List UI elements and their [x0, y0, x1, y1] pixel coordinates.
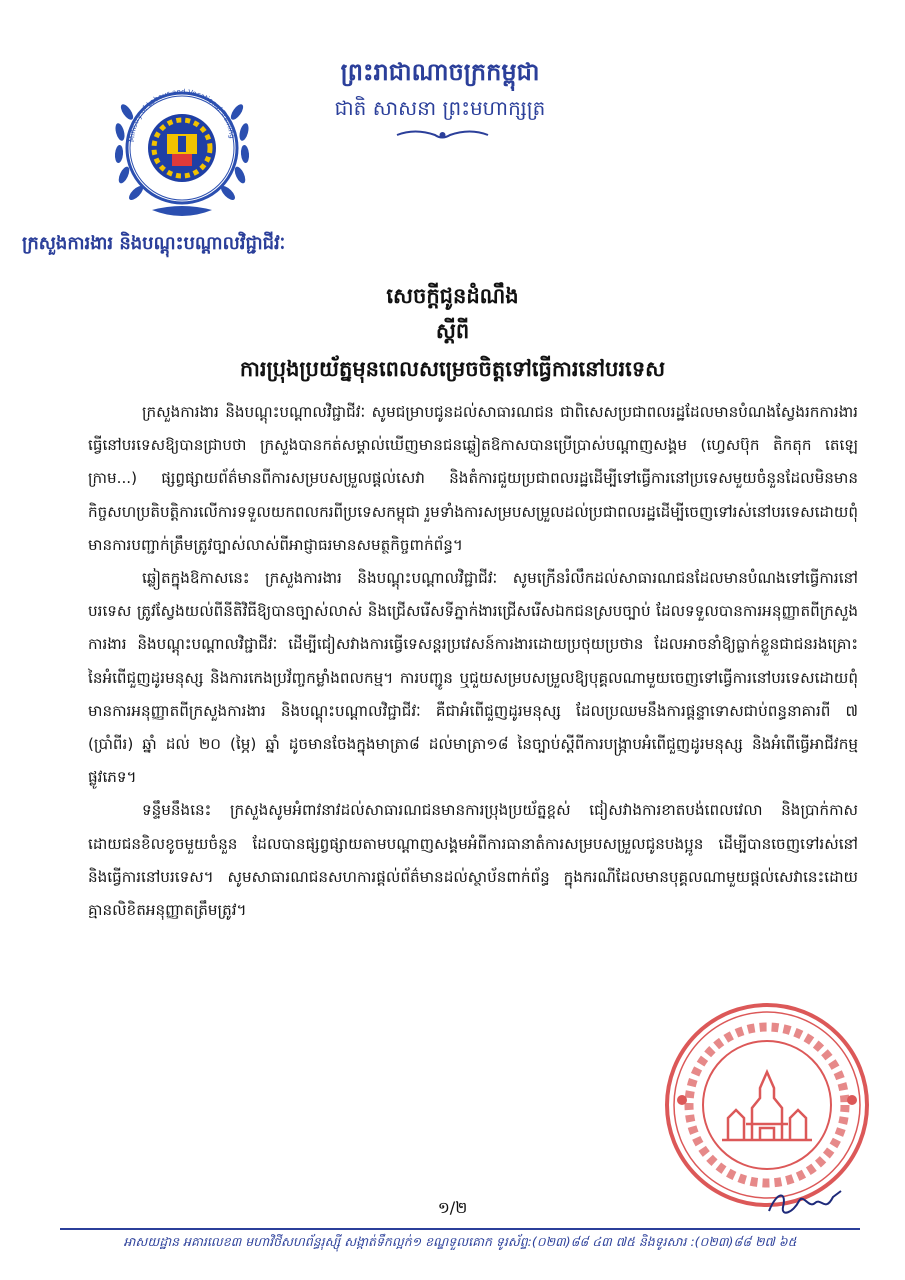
kingdom-title: ព្រះរាជាណាចក្រកម្ពុជា [340, 58, 540, 86]
footer-address: អាសយដ្ឋាន អគារលេខ៣ មហាវិថីសហព័ន្ធរុស្ស៊ី សង្កាត់ទឹកល្អក់១ ខណ្ឌទួលគោក ទូរស័ព្ទ:(០២៣)៨៨ ៤៣ ៧៥ និងទូរសារ :(០២៣)៨៨ ២៧ ៦៥ [123, 1234, 797, 1249]
ministry-logo [112, 70, 252, 230]
body-paragraph-1: ក្រសួងការងារ និងបណ្ដុះបណ្ដាលវិជ្ជាជីវៈ សូមជម្រាបជូនដល់សាធារណជន ជាពិសេសប្រជាពលរដ្ឋដែលមានបំណងស្វែងរកការងារធ្វើនៅបរទេសឱ្យបានជ្រាបថា ក្រសួងបានកត់សម្គាល់ឃើញមានជនឆ្លៀតឱកាសបានប្រើប្រាស់បណ្ដាញសង្គម (ហ្វេសប៊ុក តិកតុក តេឡេក្រាម...) ផ្សព្វផ្សាយព័ត៌មានពីការសម្របសម្រួលផ្ដល់សេវា និងតំការជួយប្រជាពលរដ្ឋដើម្បីទៅធ្វើការនៅប្រទេសមួយចំនួនដែលមិនមានកិច្ចសហប្រតិបត្តិការលើការទទួលយកពលករពីប្រទេសកម្ពុជា រួមទាំងការសម្របសម្រួលដល់ប្រជាពលរដ្ឋដើម្បីចេញទៅរស់នៅបរទេសដោយពុំមានការបញ្ជាក់ត្រឹមត្រូវច្បាស់លាស់ពីអាជ្ញាធរមានសមត្ថកិច្ចពាក់ព័ន្ធ។ [88, 403, 858, 554]
logo-ring-text: Ministry of Labour and Vocational Training [127, 87, 236, 143]
ministry-name: ក្រសួងការងារ និងបណ្ដុះបណ្ដាលវិជ្ជាជីវៈ [22, 233, 286, 254]
notice-subject: ការប្រុងប្រយ័ត្នមុនពេលសម្រេចចិត្តទៅធ្វើការនៅបរទេស [239, 357, 666, 381]
page-number: ១/២ [437, 1198, 468, 1217]
national-motto: ជាតិ សាសនា ព្រះមហាក្សត្រ [334, 96, 546, 120]
notice-subject-label: ស្ដីពី [435, 319, 470, 343]
footer-divider [60, 1228, 860, 1230]
official-seal-icon [662, 1000, 872, 1210]
notice-title: សេចក្ដីជូនដំណឹង [386, 284, 519, 308]
notice-body [88, 396, 858, 927]
body-paragraph-2: ឆ្លៀតក្នុងឱកាសនេះ ក្រសួងការងារ និងបណ្ដុះបណ្ដាលវិជ្ជាជីវៈ សូមក្រើនរំលឹកដល់សាធារណជនដែលមានបំណងទៅធ្វើការនៅបរទេស ត្រូវស្វែងយល់ពីនីតិវិធីឱ្យបានច្បាស់លាស់ និងជ្រើសរើសទីភ្នាក់ងារជ្រើសរើសឯកជនស្របច្បាប់ ដែលទទួលបានការអនុញ្ញាតពីក្រសួងការងារ និងបណ្ដុះបណ្ដាលវិជ្ជាជីវៈ ដើម្បីជៀសវាងការធ្វើទេសន្តរប្រវេសន៍ការងារដោយប្រថុយប្រថាន ដែលអាចនាំឱ្យធ្លាក់ខ្លួនជាជនរងគ្រោះ នៃអំពើជួញដូរមនុស្ស និងការកេងប្រវ័ញ្ចកម្លាំងពលកម្ម។ ការបញ្ជូន ឬជួយសម្របសម្រួលឱ្យបុគ្គលណាមួយចេញទៅធ្វើការនៅបរទេសដោយពុំមានការអនុញ្ញាតពីក្រសួងការងារ និងបណ្ដុះបណ្ដាលវិជ្ជាជីវៈ គឺជាអំពើជួញដូរមនុស្ស ដែលប្រឈមនឹងការផ្ដន្ទាទោសជាប់ពន្ធនាគារពី ៧ (ប្រាំពីរ) ឆ្នាំ ដល់ ២០ (ម្ភៃ) ឆ្នាំ ដូចមានចែងក្នុងមាត្រា៨ ដល់មាត្រា១៨ នៃច្បាប់ស្ដីពីការបង្ក្រាបអំពើជួញដូរមនុស្ស និងអំពើធ្វើអាជីវកម្មផ្លូវភេទ។ [88, 569, 858, 787]
body-paragraph-3: ទន្ទឹមនឹងនេះ ក្រសួងសូមអំពាវនាវដល់សាធារណជនមានការប្រុងប្រយ័ត្នខ្ពស់ ជៀសវាងការខាតបង់ពេលវេលា និងប្រាក់កាសដោយជនខិលខូចមួយចំនួន ដែលបានផ្សព្វផ្សាយតាមបណ្ដាញសង្គមអំពីការធានាតំការសម្របសម្រួលជូនបងប្អូន ដើម្បីបានចេញទៅរស់នៅ និងធ្វើការនៅបរទេស។ សូមសាធារណជនសហការផ្ដល់ព័ត៌មានដល់ស្ថាប័នពាក់ព័ន្ធ ក្នុងករណីដែលមានបុគ្គលណាមួយផ្ដល់សេវានេះដោយគ្មានលិខិតអនុញ្ញាតត្រឹមត្រូវ។ [88, 801, 858, 920]
ornament-divider-icon [395, 128, 490, 142]
